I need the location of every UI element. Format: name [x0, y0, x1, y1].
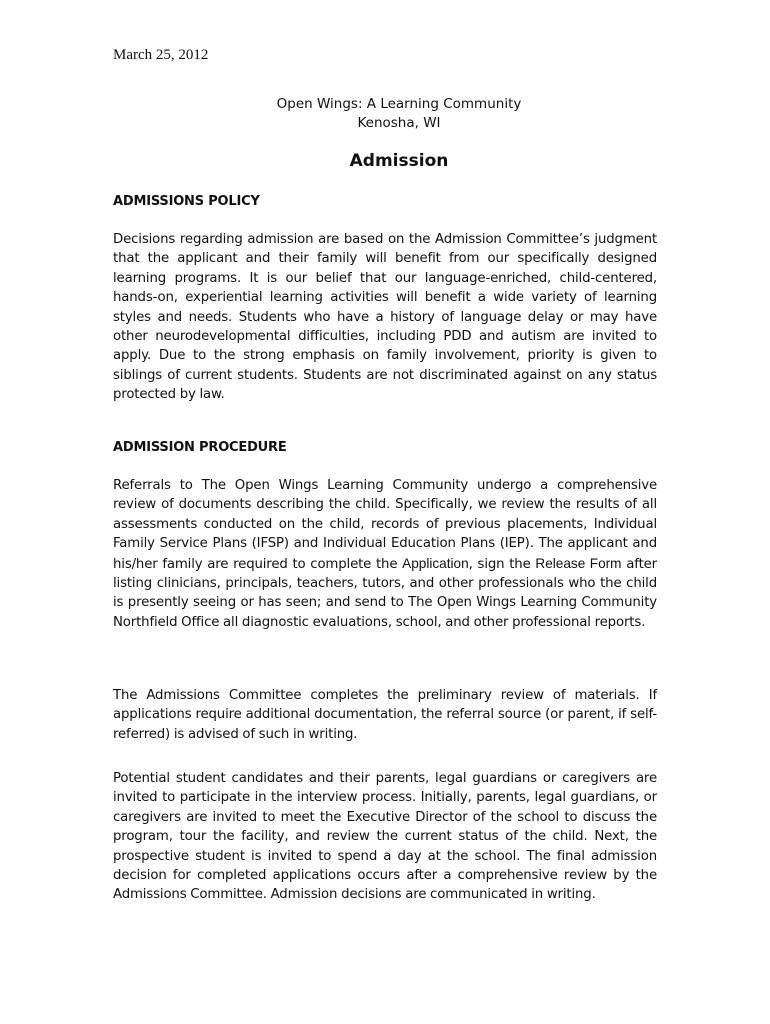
committee-review-paragraph: The Admissions Committee completes the preliminary review of materials. If applications require additional documentation, the referral source (or parent, if self-referred) is advised of such in writing. [113, 688, 657, 742]
document-date: March 25, 2012 [113, 47, 209, 63]
admission-procedure-heading: ADMISSION PROCEDURE [113, 440, 287, 455]
organization-location: Kenosha, WI [357, 115, 441, 131]
admissions-policy-paragraph: Decisions regarding admission are based on the Admission Committee’s judgment that the applicant and their family will benefit from our specifically designed learning programs. It is our belief that our language-enriched, child-centered, hands-on, experiential learning activities will benefit a wide variety of learning styles and needs. Students who have a history of language delay or may have other neurodevelopmental difficulties, including PDD and autism are invited to apply. Due to the strong emphasis on family involvement, priority is given to siblings of current students. Students are not discriminated against on any status protected by law. [113, 232, 657, 403]
organization-name: Open Wings: A Learning Community [276, 96, 522, 112]
referrals-text-part2: , sign the [468, 556, 536, 572]
release-form-link[interactable]: Release Form [535, 555, 622, 571]
candidates-paragraph: Potential student candidates and their parents, legal guardians or caregivers are invited to participate in the interview process. Initially, parents, legal guardians, or caregivers are invited to meet the Executive Director of the school to discuss the program, tour the facility, and review the current status of the child. Next, the prospective student is invited to spend a day at the school. The final admission decision for completed applications occurs after a comprehensive review by the Admissions Committee. Admission decisions are communicated in writing. [113, 771, 657, 903]
admissions-policy-heading: ADMISSIONS POLICY [113, 194, 260, 209]
referrals-text-part3: after listing clinicians, principals, teachers, tutors, and other professionals who the child is presently seeing or has seen; and send to The Open Wings Learning Community Northfield Office all diagnostic evaluations, school, and other professional reports. [113, 556, 658, 630]
referrals-paragraph [113, 476, 657, 632]
referrals-text-part1: Referrals to The Open Wings Learning Community undergo a comprehensive review of documents describing the child. Specifically, we review the results of all assessments conducted on the child, records of previous placements, Individual Family Service Plans (IFSP) and Individual Education Plans (IEP). The applicant and his/her family are required to complete the [113, 478, 657, 572]
application-link[interactable]: Application [402, 555, 469, 571]
document-title: Admission [349, 151, 449, 171]
